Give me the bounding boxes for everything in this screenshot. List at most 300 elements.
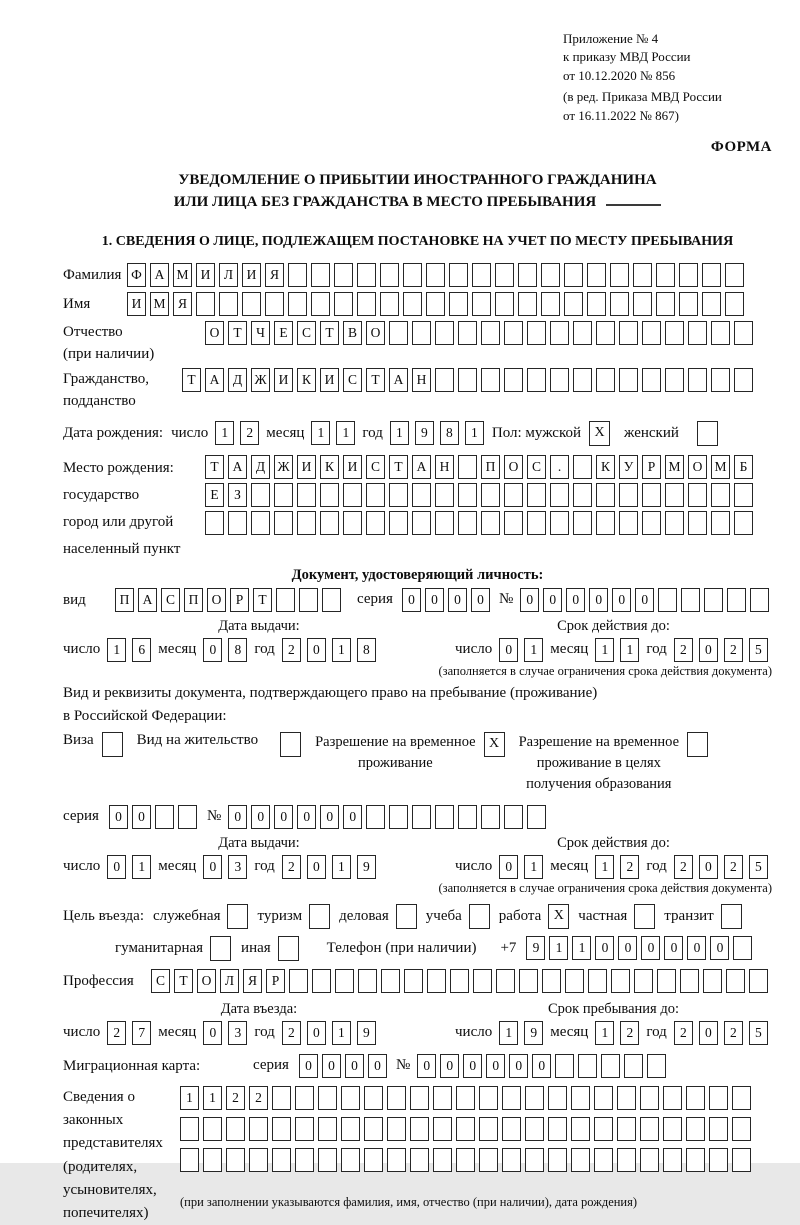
char-cell[interactable] <box>479 1148 498 1172</box>
char-cell[interactable]: М <box>665 455 684 479</box>
char-cell[interactable] <box>366 805 385 829</box>
char-cell[interactable]: И <box>274 368 293 392</box>
char-cell[interactable]: И <box>343 455 362 479</box>
char-cell[interactable] <box>573 455 592 479</box>
char-cell[interactable] <box>180 1148 199 1172</box>
char-cell[interactable]: 0 <box>612 588 631 612</box>
char-cell[interactable] <box>295 1148 314 1172</box>
char-cell[interactable] <box>541 263 560 287</box>
char-cell[interactable]: 0 <box>635 588 654 612</box>
char-cell[interactable]: . <box>550 455 569 479</box>
char-cell[interactable]: Л <box>220 969 239 993</box>
purpose-checkbox[interactable] <box>227 904 248 929</box>
char-cell[interactable] <box>709 1086 728 1110</box>
char-cell[interactable]: 0 <box>132 805 151 829</box>
char-cell[interactable] <box>657 969 676 993</box>
char-cell[interactable] <box>709 1148 728 1172</box>
char-cell[interactable]: 0 <box>509 1054 528 1078</box>
char-cell[interactable]: 0 <box>641 936 660 960</box>
char-cell[interactable] <box>320 511 339 535</box>
purpose-checkbox[interactable]: X <box>548 904 569 929</box>
char-cell[interactable] <box>318 1117 337 1141</box>
char-cell[interactable] <box>525 1086 544 1110</box>
char-cell[interactable]: 0 <box>274 805 293 829</box>
char-cell[interactable] <box>458 455 477 479</box>
char-cell[interactable]: 0 <box>595 936 614 960</box>
char-cell[interactable] <box>403 292 422 316</box>
char-cell[interactable]: 0 <box>322 1054 341 1078</box>
char-cell[interactable] <box>389 511 408 535</box>
char-cell[interactable]: И <box>242 263 261 287</box>
char-cell[interactable] <box>299 588 318 612</box>
char-cell[interactable] <box>364 1117 383 1141</box>
char-cell[interactable]: 0 <box>499 855 518 879</box>
char-cell[interactable] <box>458 321 477 345</box>
char-cell[interactable] <box>251 483 270 507</box>
char-cell[interactable] <box>481 321 500 345</box>
char-cell[interactable] <box>226 1117 245 1141</box>
residence-permit-checkbox[interactable] <box>280 732 301 757</box>
char-cell[interactable]: С <box>527 455 546 479</box>
char-cell[interactable] <box>634 969 653 993</box>
char-cell[interactable]: А <box>205 368 224 392</box>
char-cell[interactable] <box>601 1054 620 1078</box>
char-cell[interactable] <box>366 511 385 535</box>
char-cell[interactable] <box>297 511 316 535</box>
char-cell[interactable] <box>665 368 684 392</box>
char-cell[interactable] <box>711 483 730 507</box>
char-cell[interactable] <box>502 1117 521 1141</box>
char-cell[interactable]: 0 <box>299 1054 318 1078</box>
char-cell[interactable] <box>228 511 247 535</box>
char-cell[interactable] <box>312 969 331 993</box>
char-cell[interactable] <box>734 368 753 392</box>
char-cell[interactable] <box>665 511 684 535</box>
char-cell[interactable]: 1 <box>595 1021 614 1045</box>
char-cell[interactable]: Л <box>219 263 238 287</box>
char-cell[interactable]: 1 <box>332 638 351 662</box>
purpose-checkbox[interactable] <box>278 936 299 961</box>
char-cell[interactable] <box>481 368 500 392</box>
char-cell[interactable] <box>318 1086 337 1110</box>
char-cell[interactable]: 1 <box>332 1021 351 1045</box>
char-cell[interactable] <box>527 511 546 535</box>
sex-male-checkbox[interactable]: X <box>589 421 610 446</box>
char-cell[interactable] <box>380 292 399 316</box>
char-cell[interactable]: А <box>412 455 431 479</box>
char-cell[interactable] <box>686 1148 705 1172</box>
char-cell[interactable]: О <box>688 455 707 479</box>
char-cell[interactable] <box>387 1086 406 1110</box>
char-cell[interactable] <box>456 1148 475 1172</box>
char-cell[interactable]: У <box>619 455 638 479</box>
char-cell[interactable] <box>288 263 307 287</box>
char-cell[interactable] <box>725 263 744 287</box>
char-cell[interactable]: Ж <box>251 368 270 392</box>
char-cell[interactable] <box>702 263 721 287</box>
char-cell[interactable] <box>633 292 652 316</box>
char-cell[interactable] <box>642 368 661 392</box>
char-cell[interactable]: Я <box>243 969 262 993</box>
char-cell[interactable] <box>242 292 261 316</box>
char-cell[interactable] <box>564 292 583 316</box>
purpose-checkbox[interactable] <box>469 904 490 929</box>
char-cell[interactable] <box>433 1117 452 1141</box>
char-cell[interactable] <box>456 1117 475 1141</box>
char-cell[interactable]: 1 <box>595 855 614 879</box>
char-cell[interactable] <box>658 588 677 612</box>
char-cell[interactable]: 6 <box>132 638 151 662</box>
char-cell[interactable]: 8 <box>228 638 247 662</box>
char-cell[interactable]: Р <box>266 969 285 993</box>
char-cell[interactable]: 2 <box>724 855 743 879</box>
char-cell[interactable]: 0 <box>402 588 421 612</box>
char-cell[interactable]: 9 <box>526 936 545 960</box>
char-cell[interactable] <box>435 511 454 535</box>
char-cell[interactable]: 0 <box>543 588 562 612</box>
char-cell[interactable]: Т <box>174 969 193 993</box>
char-cell[interactable] <box>732 1148 751 1172</box>
char-cell[interactable] <box>679 292 698 316</box>
char-cell[interactable]: 5 <box>749 855 768 879</box>
char-cell[interactable]: 2 <box>674 638 693 662</box>
purpose-checkbox[interactable] <box>634 904 655 929</box>
char-cell[interactable]: 1 <box>465 421 484 445</box>
char-cell[interactable] <box>594 1117 613 1141</box>
char-cell[interactable] <box>680 969 699 993</box>
char-cell[interactable]: 9 <box>524 1021 543 1045</box>
char-cell[interactable] <box>587 292 606 316</box>
char-cell[interactable] <box>288 292 307 316</box>
char-cell[interactable] <box>403 263 422 287</box>
char-cell[interactable] <box>479 1117 498 1141</box>
char-cell[interactable]: 1 <box>390 421 409 445</box>
char-cell[interactable] <box>274 483 293 507</box>
char-cell[interactable] <box>610 292 629 316</box>
char-cell[interactable] <box>542 969 561 993</box>
char-cell[interactable] <box>734 483 753 507</box>
char-cell[interactable]: 0 <box>440 1054 459 1078</box>
char-cell[interactable]: О <box>504 455 523 479</box>
char-cell[interactable]: 0 <box>425 588 444 612</box>
char-cell[interactable]: Т <box>205 455 224 479</box>
char-cell[interactable] <box>496 969 515 993</box>
char-cell[interactable] <box>594 1148 613 1172</box>
char-cell[interactable]: 0 <box>618 936 637 960</box>
char-cell[interactable] <box>665 483 684 507</box>
char-cell[interactable]: А <box>389 368 408 392</box>
char-cell[interactable]: С <box>343 368 362 392</box>
char-cell[interactable] <box>178 805 197 829</box>
char-cell[interactable] <box>642 511 661 535</box>
char-cell[interactable]: 5 <box>749 1021 768 1045</box>
char-cell[interactable] <box>656 292 675 316</box>
char-cell[interactable] <box>473 969 492 993</box>
char-cell[interactable] <box>571 1086 590 1110</box>
char-cell[interactable] <box>226 1148 245 1172</box>
char-cell[interactable] <box>709 1117 728 1141</box>
char-cell[interactable] <box>703 969 722 993</box>
char-cell[interactable]: Н <box>435 455 454 479</box>
char-cell[interactable]: 1 <box>215 421 234 445</box>
char-cell[interactable] <box>274 511 293 535</box>
char-cell[interactable] <box>472 292 491 316</box>
char-cell[interactable] <box>412 483 431 507</box>
char-cell[interactable] <box>663 1117 682 1141</box>
char-cell[interactable]: Р <box>230 588 249 612</box>
char-cell[interactable] <box>249 1148 268 1172</box>
char-cell[interactable]: 1 <box>595 638 614 662</box>
char-cell[interactable]: 2 <box>226 1086 245 1110</box>
char-cell[interactable]: 1 <box>203 1086 222 1110</box>
char-cell[interactable] <box>610 263 629 287</box>
char-cell[interactable] <box>389 805 408 829</box>
char-cell[interactable] <box>587 263 606 287</box>
char-cell[interactable] <box>571 1117 590 1141</box>
edu-permit-checkbox[interactable] <box>687 732 708 757</box>
char-cell[interactable] <box>555 1054 574 1078</box>
char-cell[interactable]: М <box>711 455 730 479</box>
char-cell[interactable]: 1 <box>107 638 126 662</box>
char-cell[interactable]: 0 <box>687 936 706 960</box>
char-cell[interactable] <box>686 1086 705 1110</box>
char-cell[interactable] <box>320 483 339 507</box>
char-cell[interactable] <box>550 483 569 507</box>
char-cell[interactable] <box>311 263 330 287</box>
char-cell[interactable] <box>702 292 721 316</box>
char-cell[interactable]: 0 <box>566 588 585 612</box>
char-cell[interactable]: 1 <box>336 421 355 445</box>
char-cell[interactable]: Т <box>389 455 408 479</box>
char-cell[interactable]: 1 <box>524 855 543 879</box>
char-cell[interactable] <box>272 1086 291 1110</box>
char-cell[interactable] <box>688 511 707 535</box>
char-cell[interactable] <box>289 969 308 993</box>
char-cell[interactable]: 0 <box>699 855 718 879</box>
char-cell[interactable] <box>387 1117 406 1141</box>
char-cell[interactable]: Я <box>265 263 284 287</box>
char-cell[interactable]: 0 <box>699 638 718 662</box>
char-cell[interactable] <box>219 292 238 316</box>
char-cell[interactable] <box>617 1148 636 1172</box>
char-cell[interactable] <box>504 511 523 535</box>
char-cell[interactable]: 0 <box>463 1054 482 1078</box>
char-cell[interactable]: 1 <box>332 855 351 879</box>
char-cell[interactable]: 2 <box>282 1021 301 1045</box>
char-cell[interactable] <box>704 588 723 612</box>
purpose-checkbox[interactable] <box>210 936 231 961</box>
char-cell[interactable] <box>527 805 546 829</box>
char-cell[interactable]: С <box>151 969 170 993</box>
char-cell[interactable] <box>251 511 270 535</box>
char-cell[interactable]: П <box>115 588 134 612</box>
char-cell[interactable] <box>389 321 408 345</box>
char-cell[interactable]: 1 <box>620 638 639 662</box>
char-cell[interactable]: 0 <box>109 805 128 829</box>
temp-permit-checkbox[interactable]: X <box>484 732 505 757</box>
char-cell[interactable]: 2 <box>282 638 301 662</box>
char-cell[interactable] <box>381 969 400 993</box>
char-cell[interactable] <box>619 321 638 345</box>
char-cell[interactable] <box>295 1086 314 1110</box>
char-cell[interactable]: 9 <box>357 855 376 879</box>
char-cell[interactable]: В <box>343 321 362 345</box>
char-cell[interactable] <box>412 805 431 829</box>
char-cell[interactable] <box>527 321 546 345</box>
char-cell[interactable]: 7 <box>132 1021 151 1045</box>
char-cell[interactable] <box>596 321 615 345</box>
char-cell[interactable] <box>504 805 523 829</box>
char-cell[interactable]: 0 <box>251 805 270 829</box>
char-cell[interactable] <box>502 1086 521 1110</box>
char-cell[interactable] <box>410 1117 429 1141</box>
char-cell[interactable] <box>565 969 584 993</box>
char-cell[interactable] <box>427 969 446 993</box>
char-cell[interactable]: 8 <box>440 421 459 445</box>
char-cell[interactable]: Ж <box>274 455 293 479</box>
char-cell[interactable] <box>525 1117 544 1141</box>
char-cell[interactable]: Б <box>734 455 753 479</box>
char-cell[interactable] <box>481 483 500 507</box>
char-cell[interactable] <box>357 292 376 316</box>
char-cell[interactable]: А <box>138 588 157 612</box>
char-cell[interactable] <box>504 321 523 345</box>
char-cell[interactable] <box>426 263 445 287</box>
char-cell[interactable] <box>364 1086 383 1110</box>
char-cell[interactable] <box>322 588 341 612</box>
char-cell[interactable]: О <box>207 588 226 612</box>
char-cell[interactable] <box>711 368 730 392</box>
char-cell[interactable] <box>688 321 707 345</box>
char-cell[interactable] <box>732 1086 751 1110</box>
char-cell[interactable]: 5 <box>749 638 768 662</box>
char-cell[interactable]: 0 <box>307 1021 326 1045</box>
char-cell[interactable] <box>564 263 583 287</box>
char-cell[interactable]: 0 <box>320 805 339 829</box>
char-cell[interactable] <box>272 1117 291 1141</box>
char-cell[interactable] <box>410 1148 429 1172</box>
char-cell[interactable]: 0 <box>448 588 467 612</box>
char-cell[interactable] <box>341 1148 360 1172</box>
char-cell[interactable] <box>357 263 376 287</box>
char-cell[interactable]: 0 <box>471 588 490 612</box>
char-cell[interactable] <box>711 511 730 535</box>
char-cell[interactable] <box>449 292 468 316</box>
char-cell[interactable]: К <box>596 455 615 479</box>
char-cell[interactable]: И <box>127 292 146 316</box>
char-cell[interactable] <box>297 483 316 507</box>
char-cell[interactable]: Р <box>642 455 661 479</box>
char-cell[interactable]: О <box>197 969 216 993</box>
char-cell[interactable]: 0 <box>203 638 222 662</box>
char-cell[interactable]: К <box>320 455 339 479</box>
char-cell[interactable] <box>458 805 477 829</box>
char-cell[interactable]: 0 <box>307 855 326 879</box>
char-cell[interactable]: 0 <box>710 936 729 960</box>
char-cell[interactable]: 1 <box>524 638 543 662</box>
char-cell[interactable]: И <box>320 368 339 392</box>
char-cell[interactable] <box>656 263 675 287</box>
char-cell[interactable] <box>688 483 707 507</box>
char-cell[interactable] <box>481 805 500 829</box>
char-cell[interactable] <box>364 1148 383 1172</box>
char-cell[interactable]: 2 <box>620 1021 639 1045</box>
char-cell[interactable] <box>732 1117 751 1141</box>
char-cell[interactable]: 0 <box>297 805 316 829</box>
char-cell[interactable] <box>711 321 730 345</box>
char-cell[interactable] <box>725 292 744 316</box>
char-cell[interactable] <box>749 969 768 993</box>
char-cell[interactable] <box>495 263 514 287</box>
char-cell[interactable] <box>412 511 431 535</box>
char-cell[interactable] <box>410 1086 429 1110</box>
char-cell[interactable] <box>663 1148 682 1172</box>
char-cell[interactable] <box>343 483 362 507</box>
char-cell[interactable]: С <box>297 321 316 345</box>
char-cell[interactable]: 2 <box>282 855 301 879</box>
char-cell[interactable] <box>573 511 592 535</box>
char-cell[interactable] <box>733 936 752 960</box>
char-cell[interactable] <box>495 292 514 316</box>
char-cell[interactable] <box>617 1117 636 1141</box>
char-cell[interactable]: 9 <box>415 421 434 445</box>
char-cell[interactable] <box>681 588 700 612</box>
char-cell[interactable]: М <box>150 292 169 316</box>
char-cell[interactable] <box>272 1148 291 1172</box>
char-cell[interactable]: З <box>228 483 247 507</box>
char-cell[interactable]: А <box>228 455 247 479</box>
char-cell[interactable]: 2 <box>620 855 639 879</box>
char-cell[interactable] <box>504 483 523 507</box>
char-cell[interactable]: 0 <box>486 1054 505 1078</box>
char-cell[interactable] <box>611 969 630 993</box>
char-cell[interactable]: И <box>297 455 316 479</box>
char-cell[interactable] <box>196 292 215 316</box>
char-cell[interactable] <box>679 263 698 287</box>
char-cell[interactable]: 2 <box>724 1021 743 1045</box>
char-cell[interactable] <box>527 368 546 392</box>
char-cell[interactable] <box>573 483 592 507</box>
char-cell[interactable]: Т <box>182 368 201 392</box>
char-cell[interactable] <box>571 1148 590 1172</box>
char-cell[interactable] <box>578 1054 597 1078</box>
char-cell[interactable]: 1 <box>311 421 330 445</box>
char-cell[interactable]: К <box>297 368 316 392</box>
char-cell[interactable] <box>502 1148 521 1172</box>
char-cell[interactable]: 0 <box>203 1021 222 1045</box>
char-cell[interactable]: 2 <box>249 1086 268 1110</box>
char-cell[interactable] <box>358 969 377 993</box>
char-cell[interactable]: Д <box>228 368 247 392</box>
char-cell[interactable]: 0 <box>532 1054 551 1078</box>
char-cell[interactable] <box>734 321 753 345</box>
char-cell[interactable] <box>642 483 661 507</box>
char-cell[interactable] <box>518 263 537 287</box>
purpose-checkbox[interactable] <box>721 904 742 929</box>
char-cell[interactable] <box>389 483 408 507</box>
char-cell[interactable] <box>619 483 638 507</box>
char-cell[interactable]: 0 <box>520 588 539 612</box>
char-cell[interactable]: 0 <box>499 638 518 662</box>
char-cell[interactable] <box>311 292 330 316</box>
char-cell[interactable]: 0 <box>345 1054 364 1078</box>
char-cell[interactable] <box>265 292 284 316</box>
purpose-checkbox[interactable] <box>309 904 330 929</box>
purpose-checkbox[interactable] <box>396 904 417 929</box>
char-cell[interactable] <box>527 483 546 507</box>
char-cell[interactable] <box>295 1117 314 1141</box>
char-cell[interactable]: 0 <box>589 588 608 612</box>
